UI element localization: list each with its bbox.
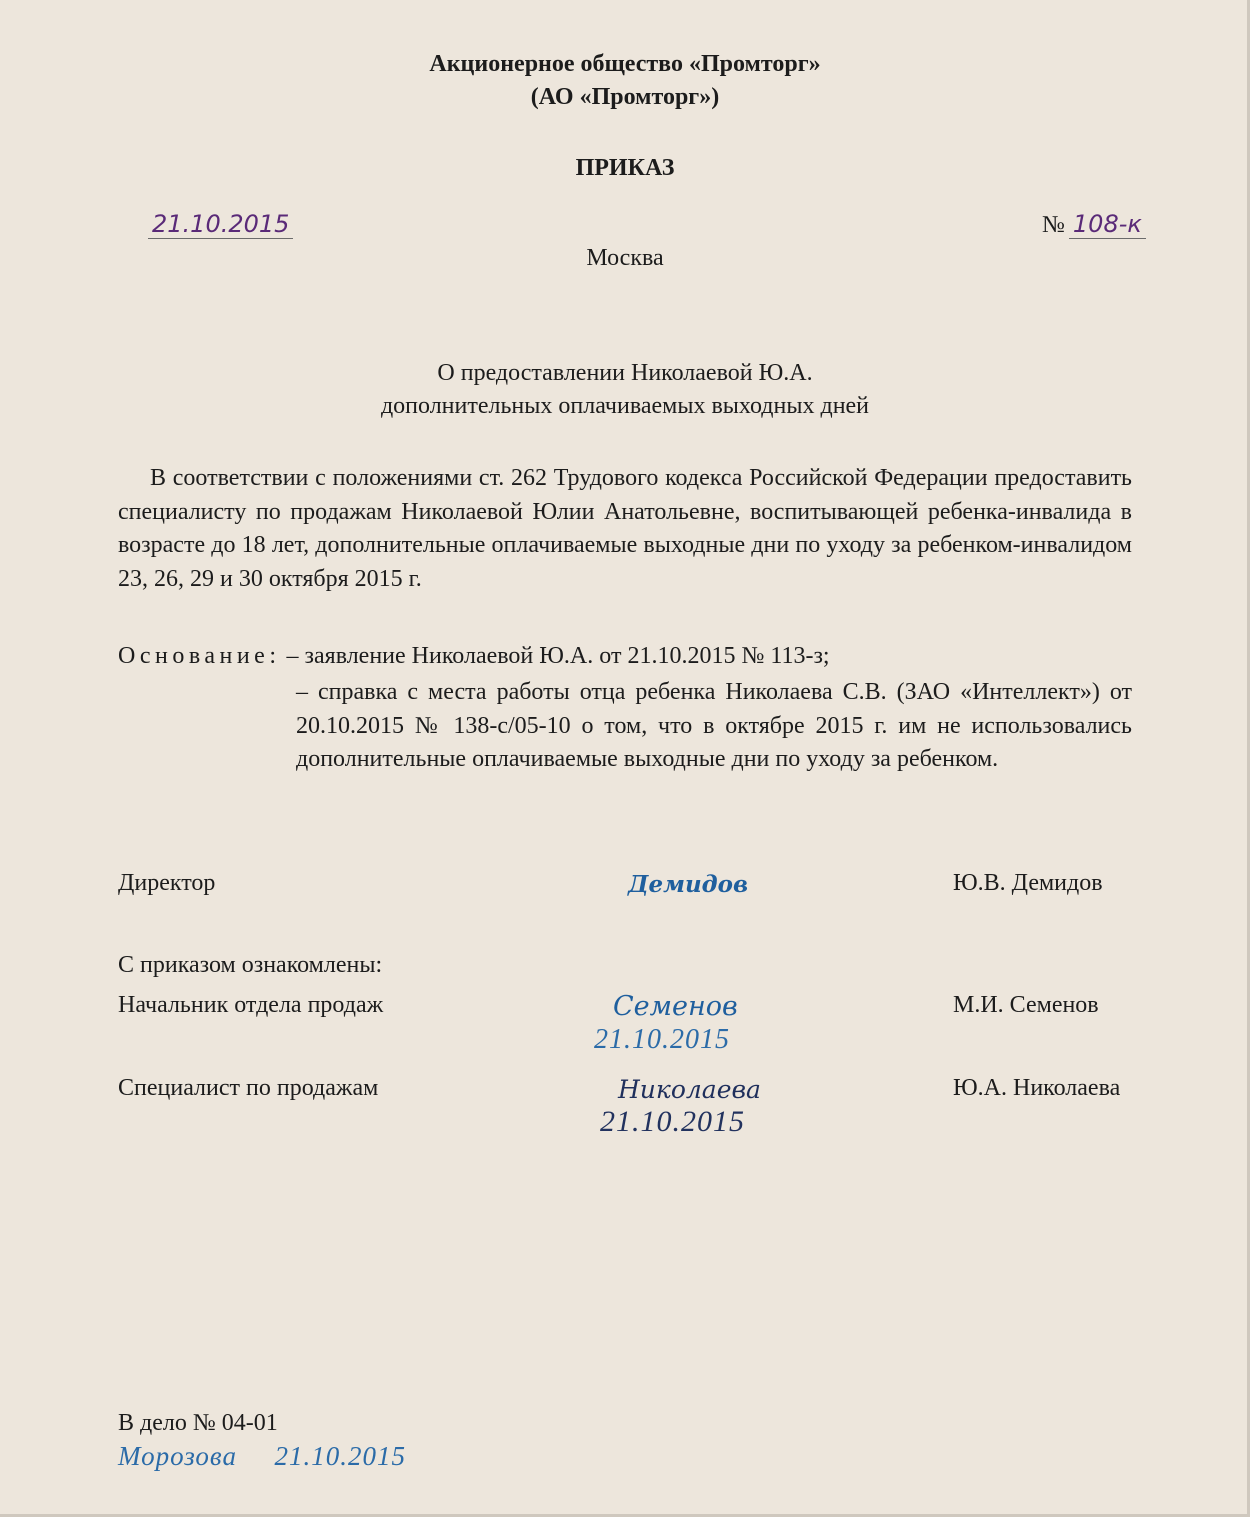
org-name: [0, 48, 1250, 114]
order-date-field: [148, 210, 293, 239]
order-number: 108-к: [1069, 210, 1146, 239]
director-name: Ю.В. Демидов: [953, 870, 1103, 896]
document-title: ПРИКАЗ: [575, 155, 675, 181]
org-name-line2: (АО «Промторг»): [530, 84, 720, 110]
person-2-sign-date: 21.10.2015: [600, 1105, 745, 1138]
subject-line2: дополнительных оплачиваемых выходных дней: [380, 393, 870, 419]
basis-row: [118, 643, 830, 670]
order-city: Москва: [586, 245, 664, 271]
basis-label: Основание:: [118, 643, 281, 669]
director-signature: Демидов: [628, 871, 749, 898]
person-2-name: Ю.А. Николаева: [953, 1075, 1121, 1101]
order-date: 21.10.2015: [148, 210, 293, 239]
person-1-signature: Семенов: [613, 991, 738, 1022]
file-note: В дело № 04-01: [118, 1410, 278, 1436]
filed-by-row: [118, 1441, 406, 1472]
basis-item-2: – справка с места работы отца ребенка Николаева С.В. (ЗАО «Интеллект») от 20.10.2015 № 138-с/05-10 о том, что в октябре 2015 г. им не использовались дополнительные оплачиваемые выходные дни по уходу за ребенком.: [296, 679, 1132, 772]
filed-by: Морозова: [118, 1441, 237, 1471]
person-2-signature: Николаева: [618, 1075, 761, 1104]
person-1-position: Начальник отдела продаж: [118, 992, 384, 1018]
person-2-position: Специалист по продажам: [118, 1075, 379, 1101]
subject-line1: О предоставлении Николаевой Ю.А.: [437, 360, 813, 386]
filed-date: 21.10.2015: [274, 1441, 406, 1471]
director-position: Директор: [118, 870, 216, 896]
person-1-name: М.И. Семенов: [953, 992, 1099, 1018]
org-name-line1: Акционерное общество «Промторг»: [429, 51, 821, 77]
order-number-label: №: [1042, 212, 1065, 238]
order-number-field: [1042, 210, 1146, 239]
basis-item-1: – заявление Николаевой Ю.А. от 21.10.2015 № 113-з;: [286, 643, 830, 669]
acquainted-label: С приказом ознакомлены:: [118, 952, 383, 978]
order-subject: [0, 357, 1250, 423]
person-1-sign-date: 21.10.2015: [594, 1024, 730, 1055]
order-body-paragraph: В соответствии с положениями ст. 262 Трудового кодекса Российской Федерации предоставить специалисту по продажам Николаевой Юлии Анатольевне, воспитывающей ребенка-инвалида в возрасте до 18 лет, дополнительные оплачиваемые выходные дни по уходу за ребенком-инвалидом 23, 26, 29 и 30 октября 2015 г.: [118, 465, 1132, 592]
